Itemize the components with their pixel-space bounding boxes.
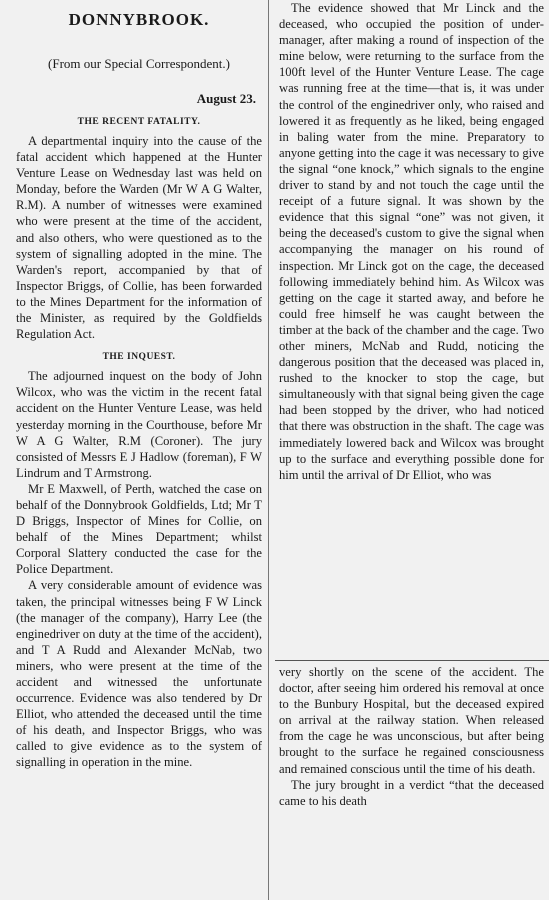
paragraph-counsel: Mr E Maxwell, of Perth, watched the case on behalf of the Donnybrook Goldfields, Ltd; Mr T D Briggs, Inspector of Mines for Collie, on behalf of the Mines Department; whilst Corporal Slattery conducted the case for the Police Department.: [16, 481, 262, 577]
left-column: [16, 0, 262, 900]
paragraph-inquest: The adjourned inquest on the body of John Wilcox, who was the victim in the recent fatal accident on the Hunter Venture Lease, was held yesterday morning in the Courthouse, before Mr W A G Walter, R.M (Coroner). The jury consisted of Messrs E J Hadlow (foreman), F W Lindrum and T Armstrong.: [16, 369, 262, 480]
horizontal-divider: [275, 660, 549, 661]
paragraph-doctor: very shortly on the scene of the accident. The doctor, after seeing him ordered his removal at once to the Bunbury Hospital, but the deceased expired on arrival at the railway station. When released from the cage he was unconscious, but after being brought to the surface he regained consciousness and remained conscious until the time of his death.: [279, 665, 544, 776]
section-heading-recent-fatality: THE RECENT FATALITY.: [77, 117, 201, 127]
column-divider: [268, 0, 269, 900]
masthead: DONNYBROOK.: [68, 10, 210, 29]
byline: (From our Special Correspondent.): [48, 56, 230, 71]
section-heading-inquest: THE INQUEST.: [102, 352, 176, 363]
right-column-top: [279, 0, 544, 642]
paragraph-evidence-details: The evidence showed that Mr Linck and the deceased, who occupied the position of under-manager, after making a round of inspection of the mine below, were returning to the surface from the 100ft level of the Hunter Venture Lease. The cage was running free at the time—that is, it was under the control of the enginedriver only, who raised and lowered it as frequently as he liked, being engaged in baling water from the mine. Preparatory to anyone getting into the cage it was necessary to give the signal “one knock,” which signals to the engine driver to stand by and not touch the cage until the receipt of a future signal. It was shown by the evidence that this signal “one” was not given, it being the deceased's custom to give the signal when accompanying the manager on his round of inspection. Mr Linck got on the cage, the deceased following immediately behind him. As Wilcox was getting on the cage it started away, and before he could free himself he was caught between the timber at the back of the chamber and the cage. Two other miners, McNab and Rudd, noticing the dangerous position that the deceased was placed in, rushed to the knocker to stop the cage, but simultaneously with that signal being given the cage had been stopped by the driver, who had noticed that there was obstruction in the shaft. The cage was immediately lowered back and Wilcox was brought up to the surface and everything possible done for him until the arrival of Dr Elliot, who was: [279, 1, 544, 482]
dateline: August 23.: [196, 91, 256, 106]
paragraph-inquiry: A departmental inquiry into the cause of the fatal accident which happened at the Hunter Venture Lease on Wednesday last was held on Monday, before the Warden (Mr W A G Walter, R.M). A number of witnesses were examined who were present at the time of the accident, and also others, who were questioned as to the system of signalling adopted in the mine. The Warden's report, accompanied by that of Inspector Briggs, of Collie, has been forwarded to the Mines Department for the information of the Minister, as required by the Goldfields Regulation Act.: [16, 134, 262, 342]
right-column-bottom: [279, 664, 544, 900]
paragraph-verdict: The jury brought in a verdict “that the deceased came to his death: [279, 777, 544, 808]
paragraph-evidence: A very considerable amount of evidence was taken, the principal witnesses being F W Linck (the manager of the company), Harry Lee (the enginedriver on duty at the time of the accident), and T A Rudd and Alexander McNab, two miners, who were present at the time of the accident and witnessed the unfortunate occurrence. Evidence was also tendered by Dr Elliot, who attended the deceased until the time of his death, and Inspector Briggs, who was called to give evidence as to the system of signalling in operation in the mine.: [16, 578, 262, 770]
